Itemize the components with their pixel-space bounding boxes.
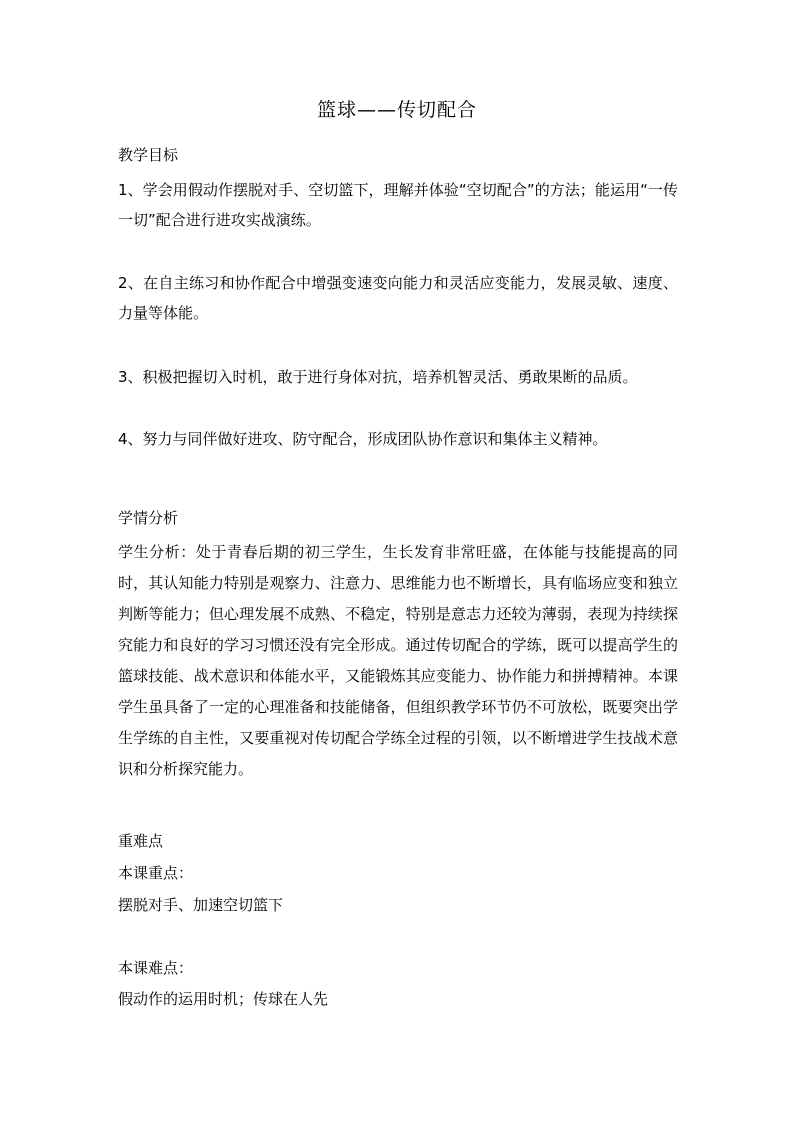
difficulty-text: 假动作的运用时机；传球在人先 bbox=[118, 990, 329, 1008]
key-points-heading: 重难点 bbox=[118, 832, 164, 850]
focus-label: 本课重点： bbox=[118, 864, 194, 882]
objectives-heading: 教学目标 bbox=[118, 146, 179, 164]
objective-item-3: 3、积极把握切入时机，敢于进行身体对抗，培养机智灵活、勇敢果断的品质。 bbox=[118, 368, 638, 386]
analysis-heading: 学情分析 bbox=[118, 509, 179, 527]
difficulty-label: 本课难点： bbox=[118, 959, 194, 977]
objective-item-1: 1、学会用假动作摆脱对手、空切篮下，理解并体验“空切配合”的方法；能运用“一传一切”配合进行进攻实战演练。 bbox=[118, 181, 678, 229]
objective-item-2: 2、在自主练习和协作配合中增强变速变向能力和灵活应变能力，发展灵敏、速度、力量等体能。 bbox=[118, 274, 678, 322]
objective-item-4: 4、努力与同伴做好进攻、防守配合，形成团队协作意识和集体主义精神。 bbox=[118, 430, 608, 448]
focus-text: 摆脱对手、加速空切篮下 bbox=[118, 896, 284, 914]
page-title: 篮球——传切配合 bbox=[316, 99, 477, 121]
analysis-paragraph: 学生分析：处于青春后期的初三学生，生长发育非常旺盛，在体能与技能提高的同时，其认知能力特别是观察力、注意力、思维能力也不断增长，具有临场应变和独立判断等能力；但心理发展不成熟、不稳定，特别是意志力还较为薄弱，表现为持续探究能力和良好的学习习惯还没有完全形成。通过传切配合的学练，既可以提高学生的篮球技能、战术意识和体能水平，又能锻炼其应变能力、协作能力和拼搏精神。本课学生虽具备了一定的心理准备和技能储备，但组织教学环节仍不可放松，既要突出学生学练的自主性，又要重视对传切配合学练全过程的引领，以不断增进学生技战术意识和分析探究能力。 bbox=[118, 543, 678, 778]
